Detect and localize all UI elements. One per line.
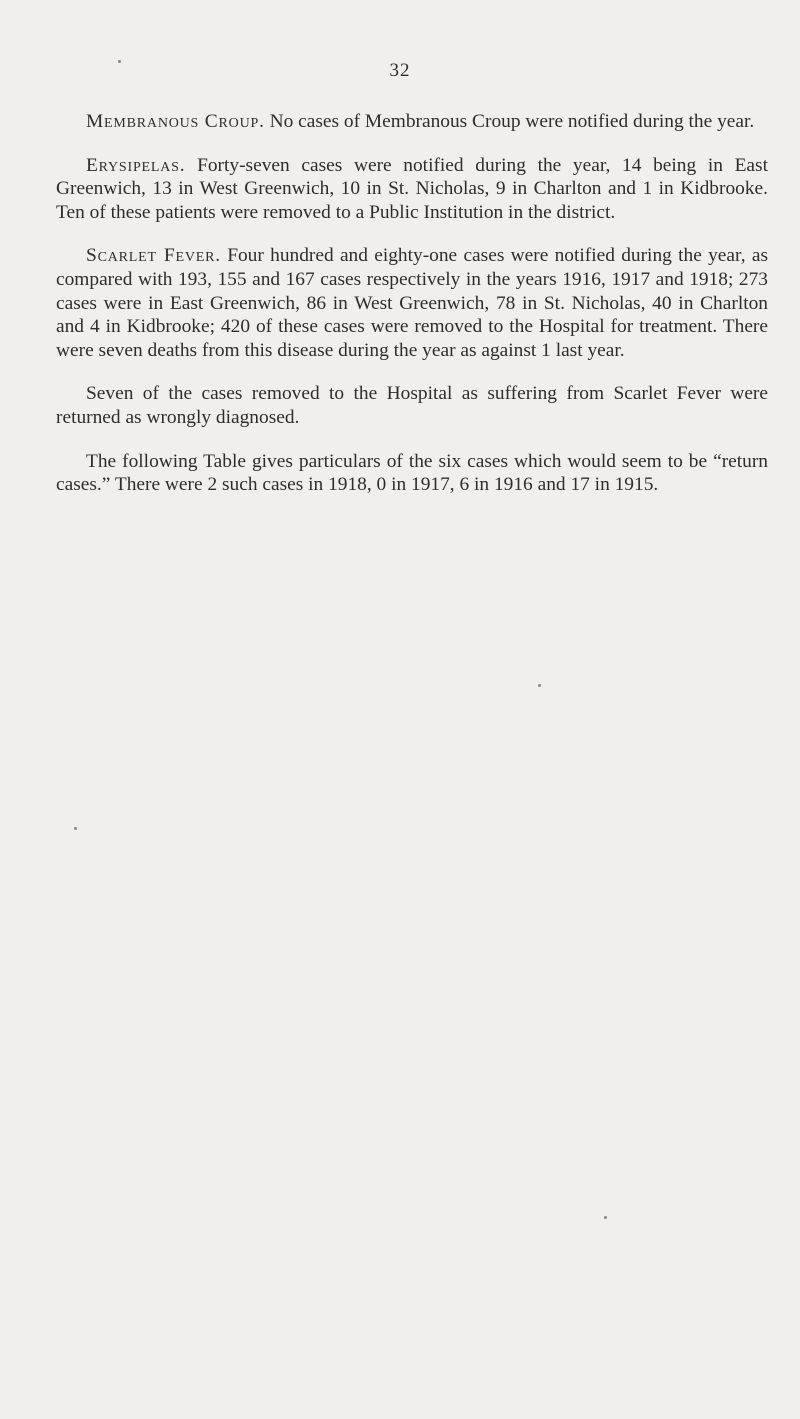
paragraph-text: Forty-seven cases were notified during the year, 14 being in East Greenwich, 13 in West Greenwich, 10 in St. Nicholas, 9 in Charlton and 1 in Kidbrooke. Ten of these patients were removed to a Public Institution in the district.: [56, 154, 768, 223]
paragraph-scarlet-fever: [56, 244, 768, 362]
paragraph-membranous-croup: [56, 110, 768, 134]
paragraph-text: No cases of Membranous Croup were notified during the year.: [269, 111, 755, 132]
body-text: [56, 110, 768, 517]
section-heading: Membranous Croup.: [86, 111, 265, 132]
section-heading: Scarlet Fever.: [86, 245, 221, 267]
paper-speck: [118, 60, 121, 63]
paragraph-text: Seven of the cases removed to the Hospital as suffering from Scarlet Fever were returned as wrongly diagnosed.: [56, 383, 768, 428]
paragraph-erysipelas: [56, 154, 768, 225]
paragraph-return-cases: [56, 450, 768, 497]
paragraph-text: Four hundred and eighty-one cases were notified during the year, as compared with 193, 155 and 167 cases respectively in the years 1916, 1917 and 1918; 273 cases were in East Greenwich, 86 in West Greenwich, 78 in St. Nicholas, 40 in Charlton and 4 in Kidbrooke; 420 of these cases were removed to the Hospital for treatment. There were seven deaths from this disease during the year as against 1 last year.: [56, 245, 768, 361]
page-number: 32: [389, 60, 411, 81]
paragraph-wrongly-diagnosed: [56, 382, 768, 429]
paper-speck: [604, 1216, 607, 1219]
paper-speck: [74, 827, 77, 830]
paper-speck: [538, 684, 541, 687]
section-heading: Erysipelas.: [86, 154, 186, 176]
paragraph-text: The following Table gives particulars of the six cases which would seem to be “return cases.” There were 2 such cases in 1918, 0 in 1917, 6 in 1916 and 17 in 1915.: [56, 450, 768, 496]
